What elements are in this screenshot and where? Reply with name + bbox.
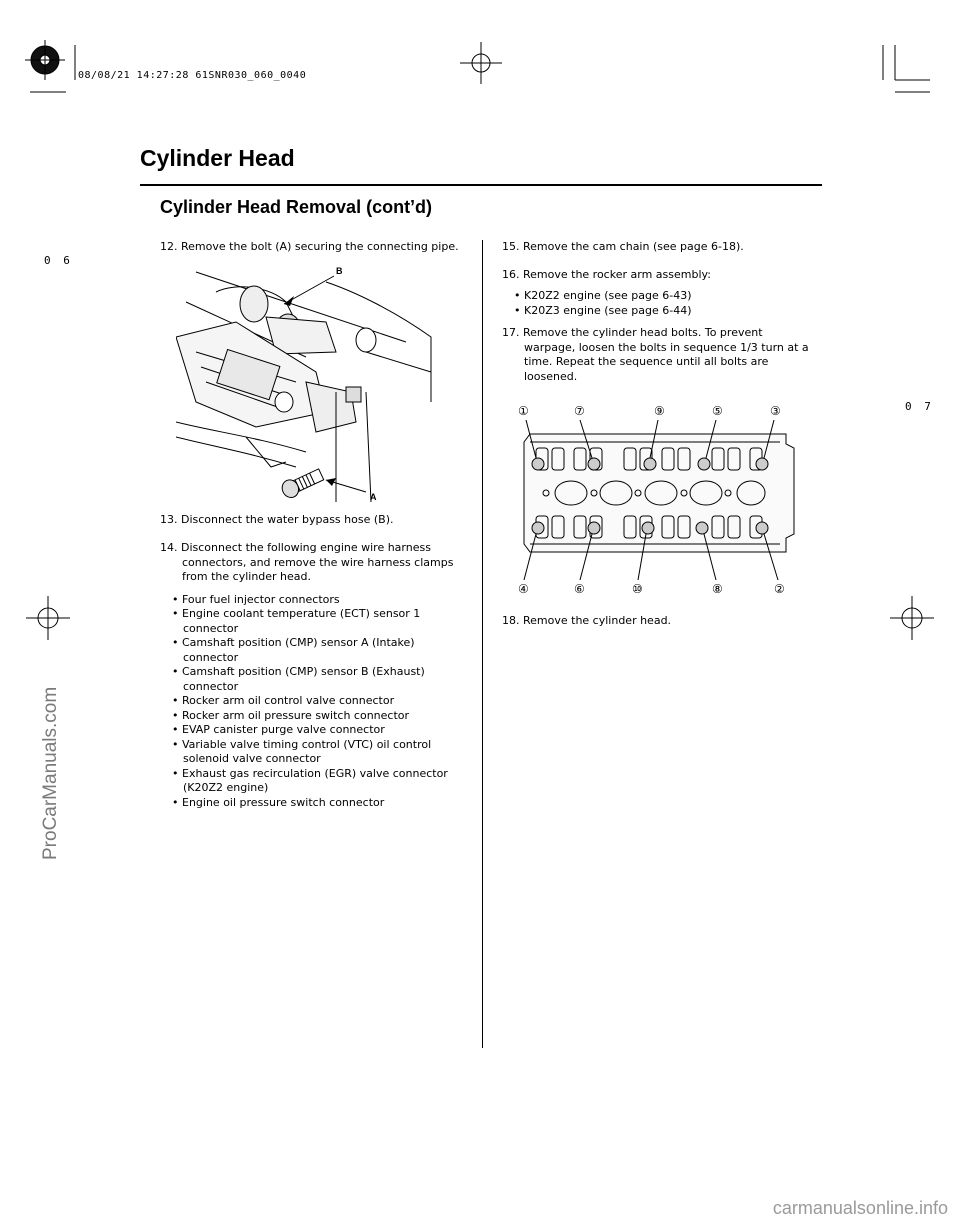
step-16: 16. Remove the rocker arm assembly: (502, 268, 711, 281)
bolt-label-1: ① (518, 404, 529, 418)
callout-b: B (336, 266, 343, 276)
list-item-continuation: (K20Z2 engine) (183, 781, 269, 794)
list-item: • Rocker arm oil control valve connector (160, 694, 453, 709)
list-item: • Camshaft position (CMP) sensor A (Intake) (160, 636, 453, 651)
bolt-label-8: ⑧ (712, 582, 723, 596)
bolt-label-7: ⑦ (574, 404, 585, 418)
step-17 (502, 326, 809, 384)
list-item-continuation: connector (183, 621, 239, 635)
bolt-label-9: ⑨ (654, 404, 665, 418)
bolt-sequence-diagram (516, 404, 806, 604)
page-title: Cylinder Head (140, 145, 295, 171)
step-14-line-1: 14. Disconnect the following engine wire harness (160, 541, 431, 554)
list-item-continuation: solenoid valve connector (183, 752, 321, 765)
list-item: • Variable valve timing control (VTC) oil control (160, 738, 453, 753)
list-item: • Four fuel injector connectors (160, 593, 453, 608)
list-item-continuation: connector (183, 679, 239, 693)
bolt-labels-top (516, 404, 806, 420)
list-item: • K20Z2 engine (see page 6-43) (502, 289, 692, 304)
step-13: 13. Disconnect the water bypass hose (B). (160, 513, 394, 526)
margin-code-left: 0 6 (44, 254, 73, 267)
print-timestamp: 08/08/21 14:27:28 61SNR030_060_0040 (78, 70, 307, 81)
bolt-label-6: ⑥ (574, 582, 585, 596)
list-item-continuation: connector (183, 650, 239, 664)
step-14 (160, 541, 453, 810)
section-heading: Cylinder Head Removal (cont’d) (160, 197, 433, 217)
engine-bay-illustration (176, 262, 438, 502)
connector-list (160, 593, 453, 811)
column-divider (482, 240, 483, 1048)
title-rule (140, 184, 822, 186)
step-18: 18. Remove the cylinder head. (502, 614, 672, 627)
step-14-line-2: connectors, and remove the wire harness clamps (182, 555, 454, 569)
list-item: • EVAP canister purge valve connector (160, 723, 453, 738)
step-14-line-3: from the cylinder head. (182, 570, 312, 583)
step-17-line-4: loosened. (524, 369, 578, 383)
bolt-labels-bottom (516, 582, 806, 598)
list-item: • K20Z3 engine (see page 6-44) (502, 304, 692, 319)
list-item: • Camshaft position (CMP) sensor B (Exhaust) (160, 665, 453, 680)
list-item: • Engine coolant temperature (ECT) sensor 1 (160, 607, 453, 622)
watermark-left: ProCarManuals.com (40, 686, 61, 860)
step-17-line-3: time. Repeat the sequence until all bolts are (524, 355, 769, 368)
step-15: 15. Remove the cam chain (see page 6-18). (502, 240, 744, 253)
callout-a: A (370, 492, 377, 502)
engine-list (502, 289, 692, 318)
step-12: 12. Remove the bolt (A) securing the connecting pipe. (160, 240, 459, 253)
bolt-label-4: ④ (518, 582, 529, 596)
step-17-line-1: 17. Remove the cylinder head bolts. To prevent (502, 326, 763, 339)
bolt-label-5: ⑤ (712, 404, 723, 418)
bolt-label-10: ⑩ (632, 582, 643, 596)
list-item: • Exhaust gas recirculation (EGR) valve connector (160, 767, 453, 782)
list-item: • Engine oil pressure switch connector (160, 796, 453, 811)
margin-code-right: 0 7 (905, 400, 934, 413)
step-17-line-2: warpage, loosen the bolts in sequence 1/3 turn at a (524, 340, 809, 354)
bolt-label-3: ③ (770, 404, 781, 418)
list-item: • Rocker arm oil pressure switch connector (160, 709, 453, 724)
watermark-bottom: carmanualsonline.info (772, 1198, 948, 1218)
bolt-label-2: ② (774, 582, 785, 596)
